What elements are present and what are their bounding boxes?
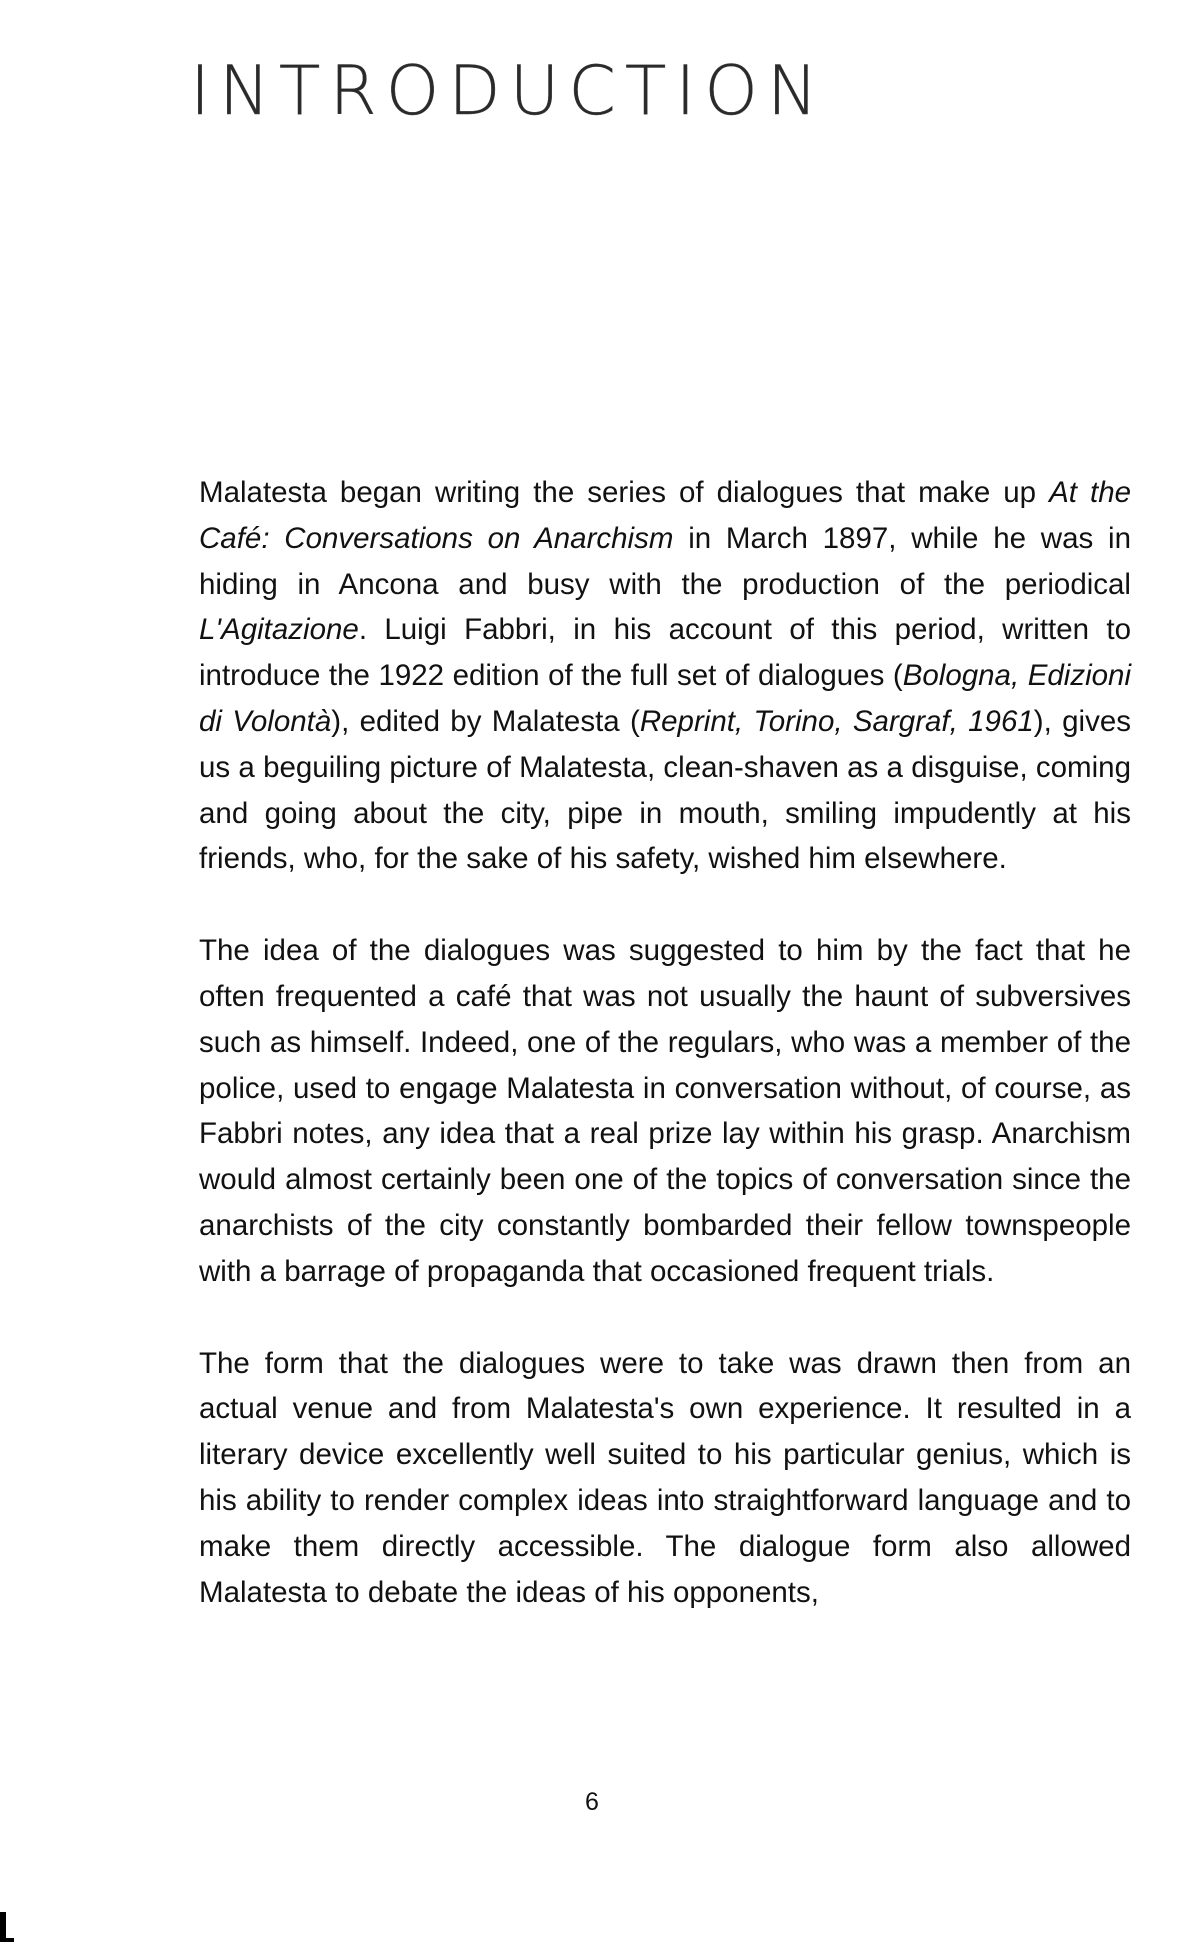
text-run: ), gives us a beguiling picture of Malatesta, clean-shaven as a disguise, coming and going about the city, pipe in mouth, smiling impudently at his friends, who, for the sake of his safety, wished him elsewhere. xyxy=(199,704,1131,876)
text-run: in March 1897, while he was in hiding in Ancona and busy with the production of the periodical xyxy=(199,521,1131,601)
crop-mark xyxy=(0,1912,6,1942)
italic-text: Bologna, Edizioni di Volontà xyxy=(199,659,1132,738)
italic-text: L'Agitazione xyxy=(199,613,359,647)
paragraph-3 xyxy=(199,1341,1131,1616)
text-run: The form that the dialogues were to take was drawn then from an actual venue and from Malatesta's own experience. It resulted in a literary device excellently well suited to his particular genius, which is his ability to render complex ideas into straightforward language and to make them directly accessible. The dialogue form also allowed Malatesta to debate the ideas of his opponents, xyxy=(199,1346,1131,1609)
text-run: . Luigi Fabbri, in his account of this period, written to introduce the 1922 edition of the full set of dialogues ( xyxy=(199,613,1131,693)
chapter-title: INTRODUCTION xyxy=(190,52,827,131)
text-run: The idea of the dialogues was suggested to him by the fact that he often frequented a café that was not usually the haunt of subversives such as himself. Indeed, one of the regulars, who was a member of the police, used to engage Malatesta in conversation without, of course, as Fabbri notes, any idea that a real prize lay within his grasp. Anarchism would almost certainly been one of the topics of conversation since the anarchists of the city constantly bombarded their fellow townspeople with a barrage of propaganda that occasioned frequent trials. xyxy=(199,934,1131,1288)
body-text xyxy=(199,470,1131,1661)
text-run: ), edited by Malatesta ( xyxy=(331,704,640,738)
italic-text: Reprint, Torino, Sargraf, 1961 xyxy=(639,704,1034,738)
text-run: Malatesta began writing the series of dialogues that make up xyxy=(199,476,1050,509)
page-number: 6 xyxy=(585,1788,599,1816)
paragraph-1 xyxy=(199,470,1131,882)
paragraph-2 xyxy=(199,928,1131,1294)
italic-text: At the Café: Conversations on Anarchism xyxy=(199,476,1132,555)
